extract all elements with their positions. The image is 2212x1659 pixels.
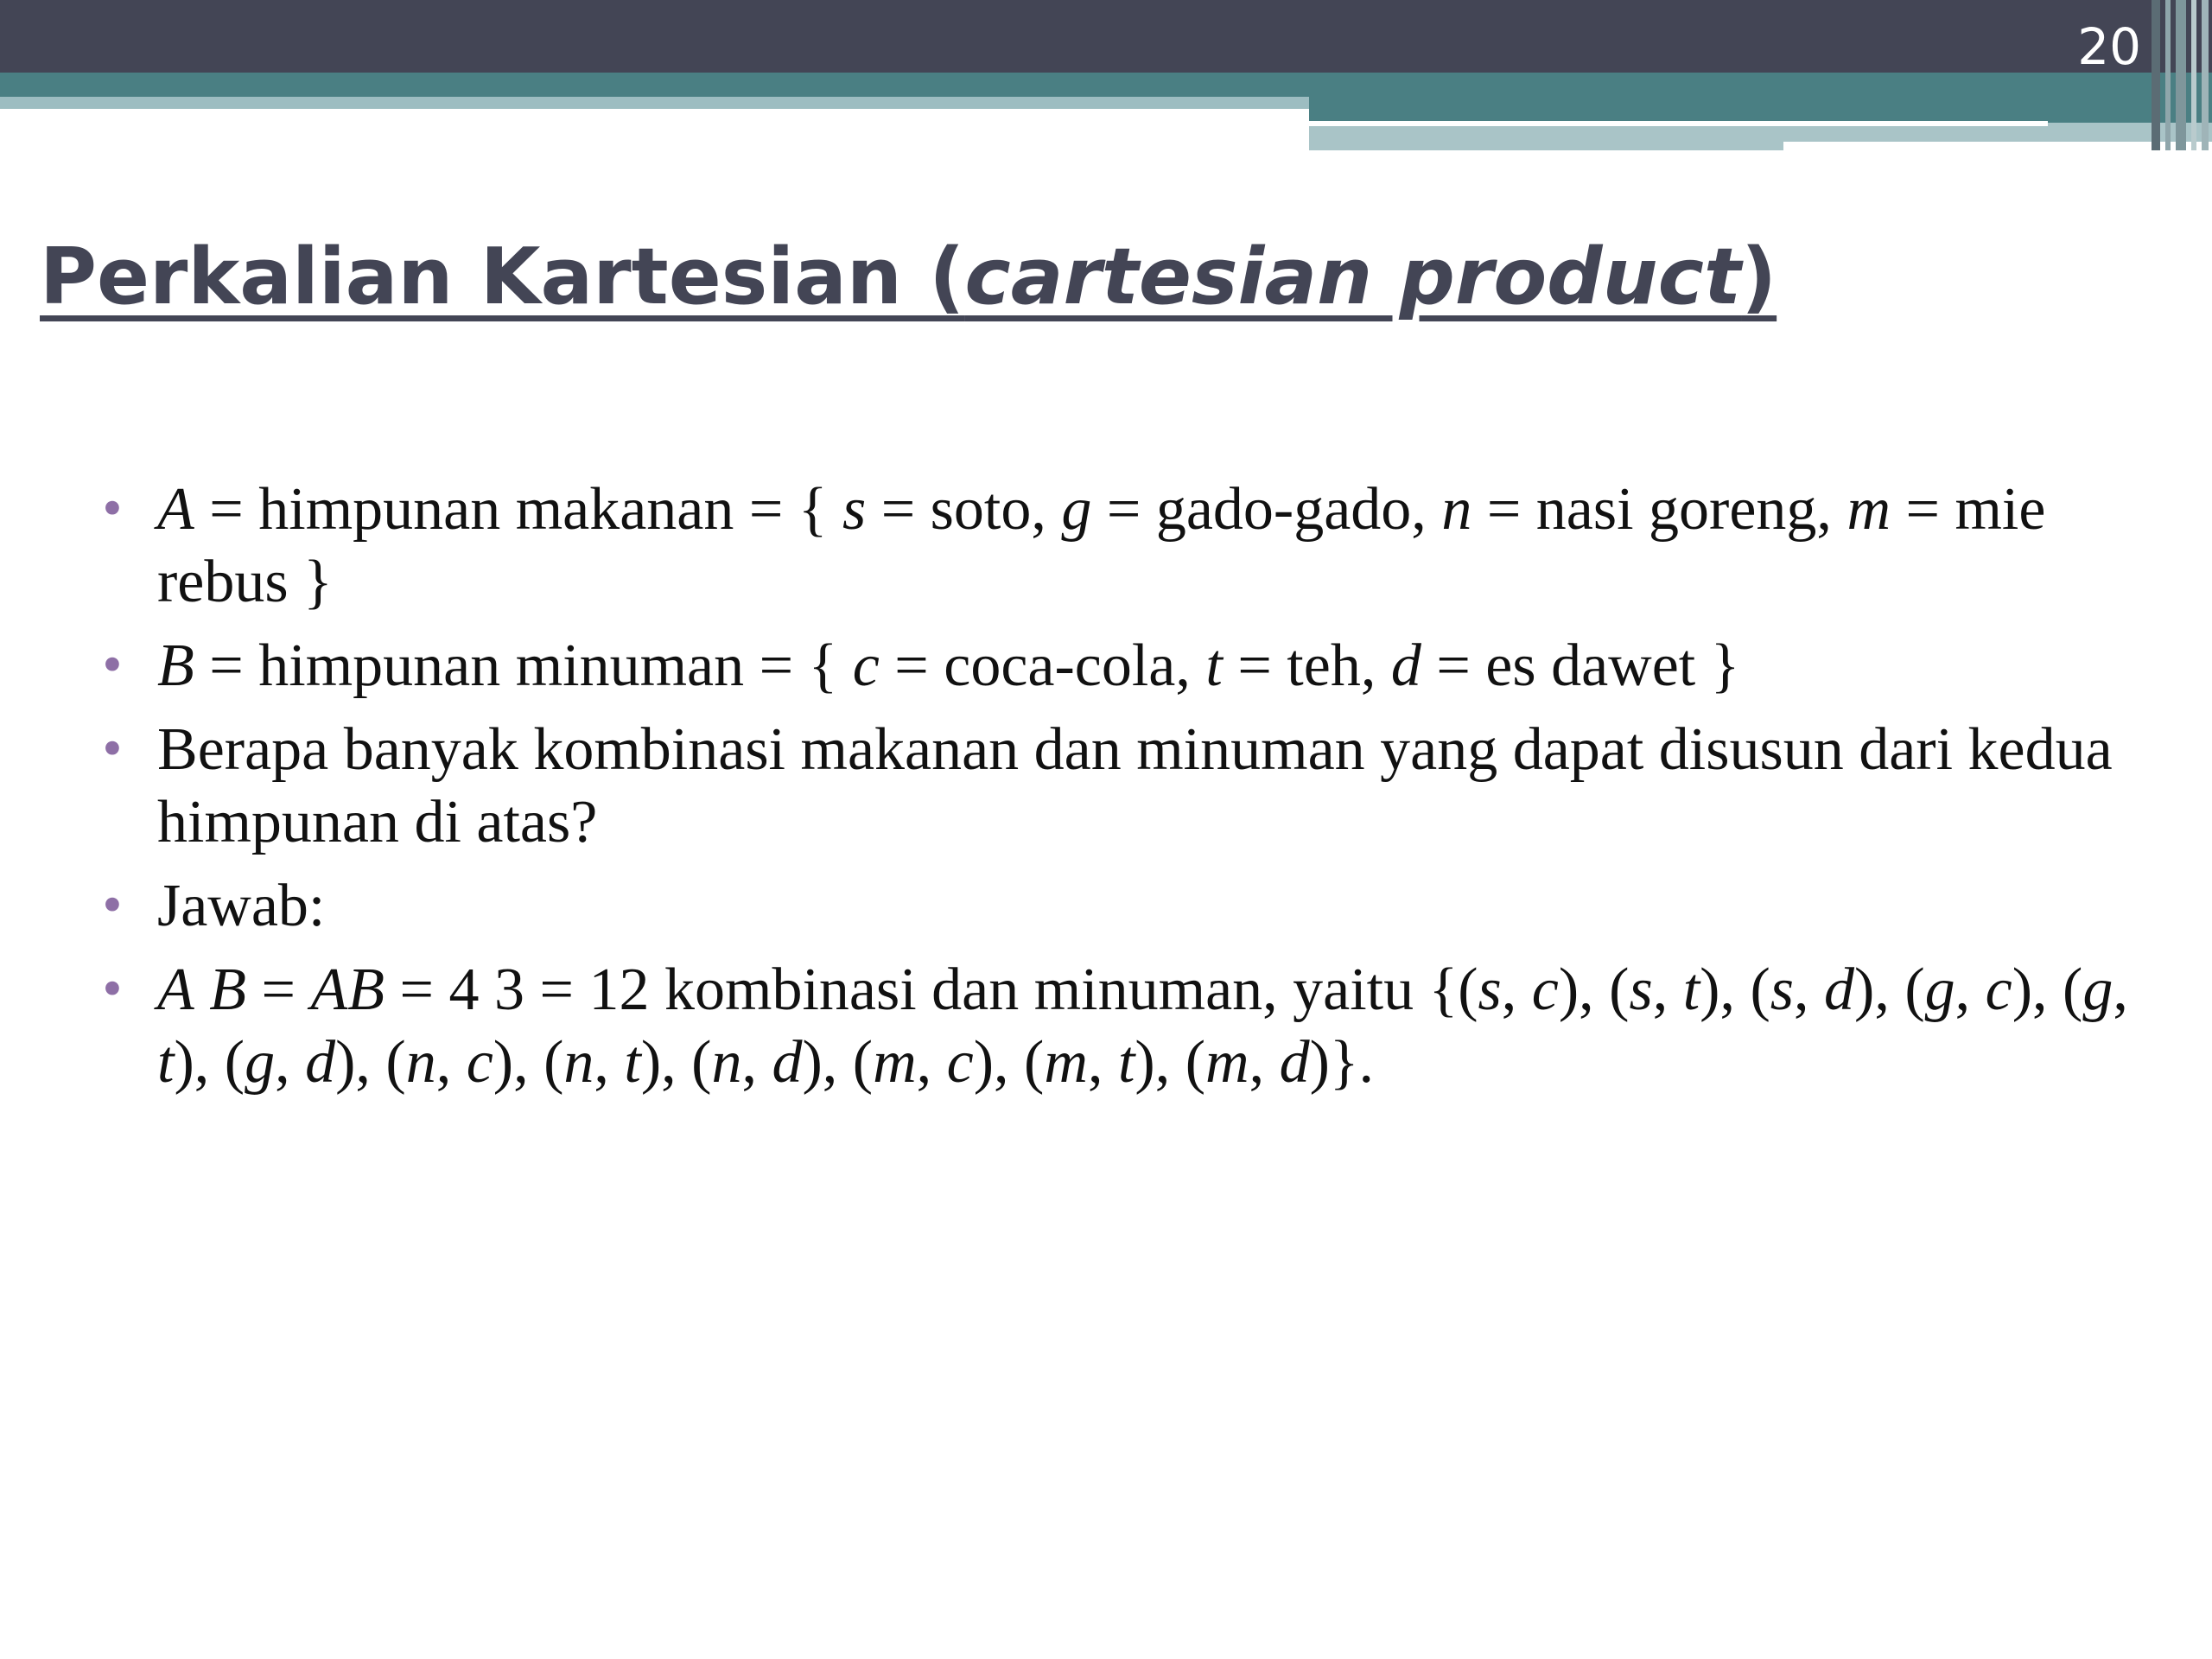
bullet-text: , [594, 1029, 625, 1096]
math-variable: c [466, 1029, 493, 1096]
math-variable: n [1441, 476, 1472, 543]
header-accent-bar [0, 73, 2212, 97]
math-variable: s [1478, 957, 1502, 1023]
bullet-text: ), ( [1558, 957, 1630, 1023]
math-variable: n [405, 1029, 436, 1096]
bullet-text: = himpunan minuman = { [194, 632, 853, 699]
bullet-text: , [1955, 957, 1986, 1023]
title-italic-text: cartesian product [964, 232, 1742, 322]
title-text: Perkalian Kartesian ( [40, 232, 965, 322]
bullet-text: ), ( [1854, 957, 1925, 1023]
math-variable: d [772, 1029, 803, 1096]
bullet-text: ), ( [1135, 1029, 1206, 1096]
bullet-text: , [741, 1029, 772, 1096]
slide-page-number: 20 [2077, 17, 2141, 76]
math-variable: m [873, 1029, 917, 1096]
bullet-item [93, 714, 2150, 859]
header-right-gap [1783, 142, 2212, 152]
math-variable: B [209, 957, 247, 1023]
math-variable: m [1847, 476, 1891, 543]
math-variable: t [1682, 957, 1700, 1023]
math-variable: t [624, 1029, 641, 1096]
math-variable: A [157, 957, 194, 1023]
math-variable: s [1629, 957, 1653, 1023]
bullet-text: ), ( [493, 1029, 564, 1096]
bullet-item [93, 954, 2150, 1099]
bullet-text: )}. [1309, 1029, 1374, 1096]
math-variable: n [563, 1029, 594, 1096]
bullet-text: = gado-gado, [1091, 476, 1442, 543]
bullet-text: Jawab: [157, 873, 326, 939]
math-variable: g [1061, 476, 1092, 543]
bullet-dot-icon: • [99, 482, 126, 537]
bullet-item [93, 870, 2150, 943]
bullet-text: ), ( [973, 1029, 1045, 1096]
math-variable: d [1279, 1029, 1310, 1096]
bullet-text: = himpunan makanan = { [194, 476, 842, 543]
header-accent-light-bar [0, 97, 1309, 109]
math-variable: d [305, 1029, 336, 1096]
bullet-dot-icon: • [99, 879, 126, 933]
math-variable: B [347, 957, 385, 1023]
bullet-text: , [916, 1029, 947, 1096]
math-variable: t [1117, 1029, 1135, 1096]
bullet-item [93, 630, 2150, 702]
bullet-dot-icon: • [99, 722, 126, 777]
bullet-text: ), ( [802, 1029, 874, 1096]
math-variable: A [310, 957, 348, 1023]
header-bar [0, 0, 2212, 73]
math-variable: g [2082, 957, 2113, 1023]
math-variable: d [1390, 632, 1421, 699]
header-right-line [1309, 121, 2048, 126]
bullet-text: , [435, 1029, 467, 1096]
bullet-text: , [1794, 957, 1825, 1023]
bullet-text: ), ( [1700, 957, 1770, 1023]
math-variable: m [1044, 1029, 1088, 1096]
title-close-text: ) [1741, 232, 1777, 322]
bullet-dot-icon: • [99, 639, 126, 693]
bullet-text: = mie rebus } [157, 476, 2046, 615]
bullet-text: = teh, [1222, 632, 1391, 699]
math-variable: d [1824, 957, 1855, 1023]
bullet-text: = soto, [866, 476, 1062, 543]
bullet-dot-icon: • [99, 963, 126, 1017]
math-variable: g [245, 1029, 276, 1096]
bullet-text: , [275, 1029, 306, 1096]
bullet-text: = es dawet } [1421, 632, 1740, 699]
header-right-band [1309, 97, 2212, 123]
math-variable: t [1205, 632, 1223, 699]
math-variable: n [711, 1029, 742, 1096]
bullet-text: , [1501, 957, 1532, 1023]
bullet-text: ), ( [174, 1029, 245, 1096]
math-variable: c [852, 632, 880, 699]
math-variable: c [1531, 957, 1559, 1023]
math-variable: t [157, 1029, 175, 1096]
header-vertical-stripes [2152, 0, 2212, 150]
bullet-text: , [1249, 1029, 1280, 1096]
bullet-list [93, 474, 2150, 1110]
math-variable: B [157, 632, 194, 699]
bullet-text: , [1652, 957, 1683, 1023]
bullet-text: , [1087, 1029, 1118, 1096]
math-variable: A [157, 476, 194, 543]
bullet-item [93, 474, 2150, 619]
slide-title [40, 232, 1777, 322]
math-variable: g [1924, 957, 1955, 1023]
bullet-text: ), ( [335, 1029, 406, 1096]
bullet-text: ), ( [2012, 957, 2083, 1023]
bullet-text: = 4 3 = 12 kombinasi dan minuman, yaitu {( [385, 957, 1478, 1023]
math-variable: c [1985, 957, 2012, 1023]
bullet-text [194, 957, 210, 1023]
math-variable: c [946, 1029, 974, 1096]
math-variable: m [1205, 1029, 1249, 1096]
math-variable: s [842, 476, 867, 543]
math-variable: s [1770, 957, 1795, 1023]
bullet-text: = [246, 957, 311, 1023]
bullet-text: Berapa banyak kombinasi makanan dan minuman yang dapat disusun dari kedua himpunan di atas? [157, 716, 2113, 855]
bullet-text: , [2113, 957, 2128, 1023]
bullet-text: ), ( [640, 1029, 712, 1096]
bullet-text: = nasi goreng, [1471, 476, 1847, 543]
bullet-text: = coca-cola, [879, 632, 1206, 699]
